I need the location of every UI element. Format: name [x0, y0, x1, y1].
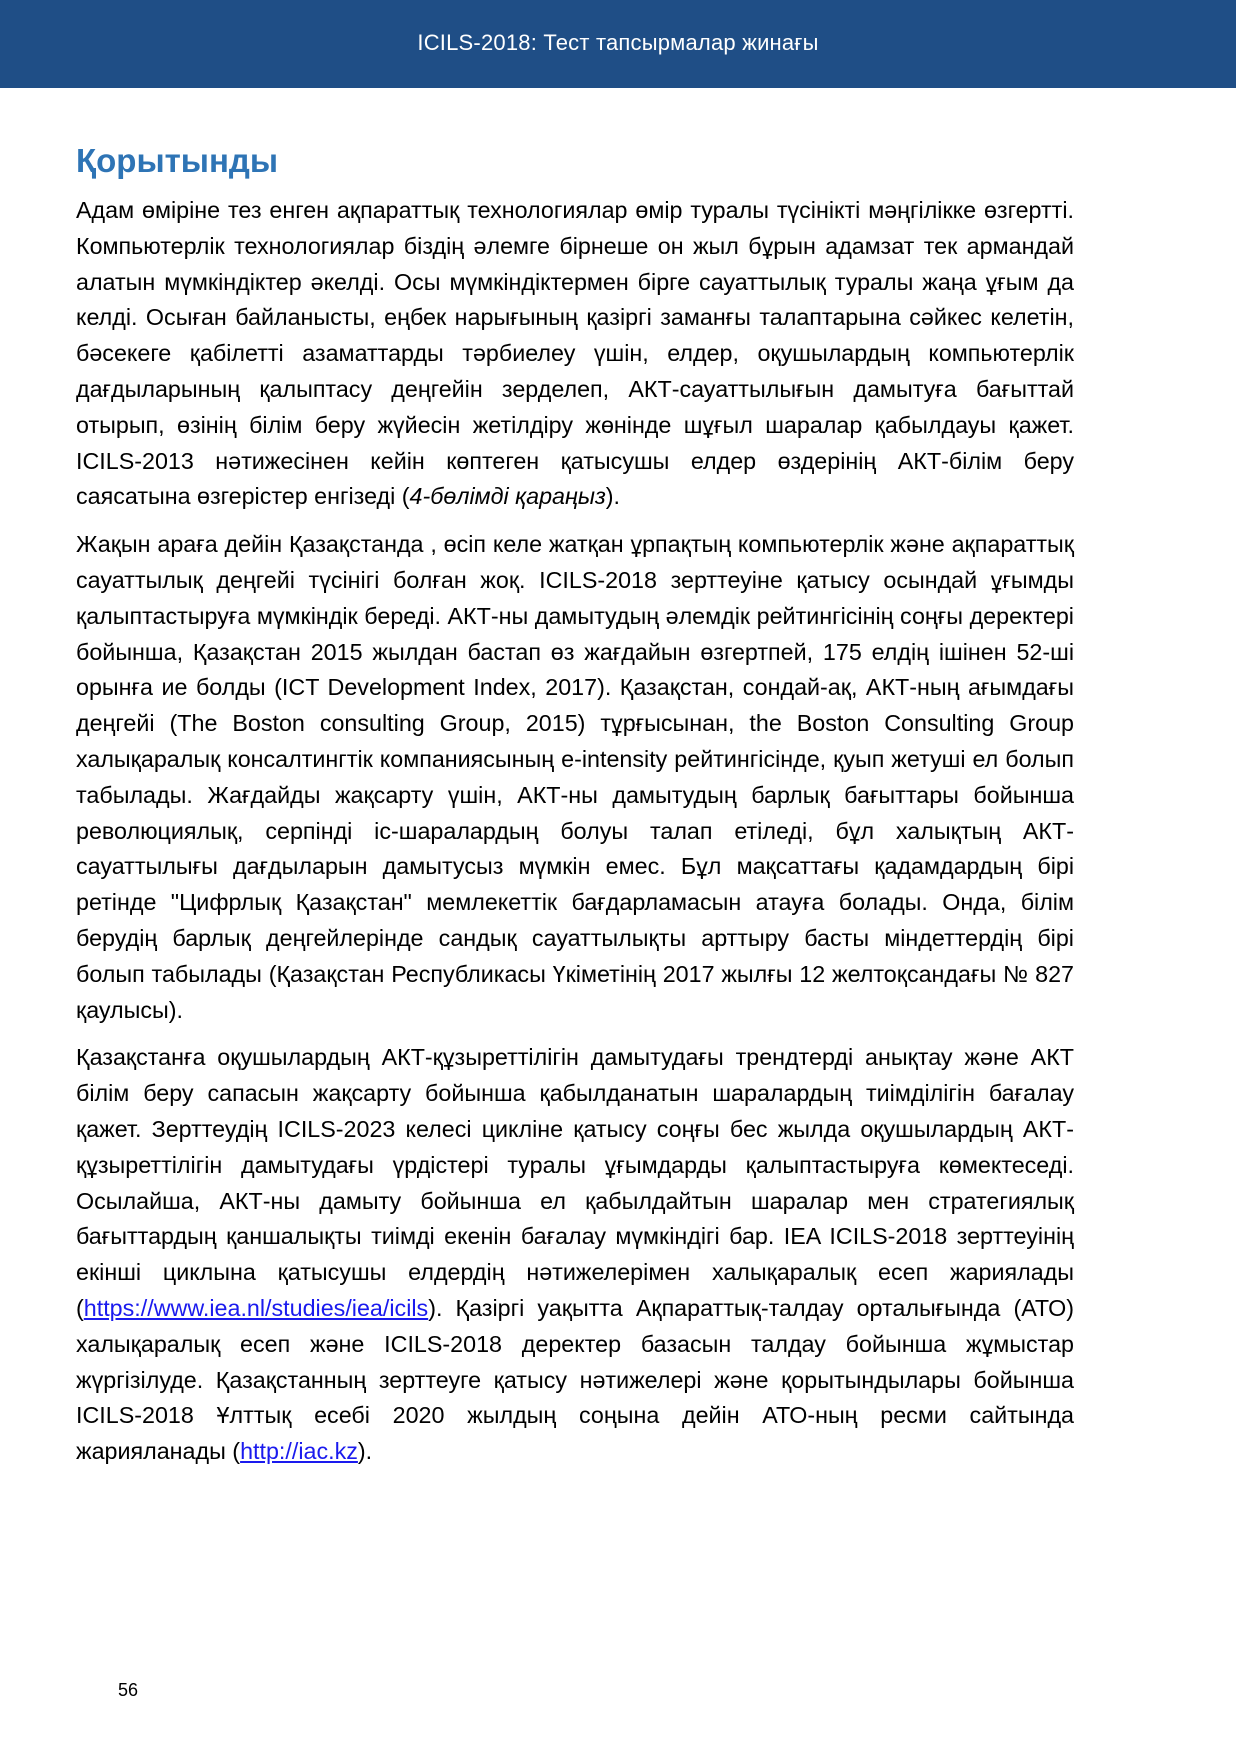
- page-number: 56: [118, 1680, 139, 1700]
- paragraph-3: [76, 1040, 1074, 1470]
- paragraph-3-text: Қазақстанға оқушылардың АКТ-құзыреттілігін дамытудағы трендтерді анықтау және АКТ білім беру сапасын жақсарту бойынша қабылданатын шаралардың тиімділігін бағалау қажет. Зерттеудің ICILS-2023 келесі цикліне қатысу соңғы бес жылда оқушылардың АКТ-құзыреттілігін дамытудағы үрдістері туралы ұғымдарды қалыптастыруға көмектеседі. Осылайша, АКТ-ны дамыту бойынша ел қабылдайтын шаралар мен стратегиялық бағыттардың қаншалықты тиімді екенін бағалау мүмкіндігі бар. IEA ICILS-2018 зерттеуінің екінші циклына қатысушы елдердің нәтижелерімен халықаралық есеп жариялады (: [76, 1044, 1074, 1321]
- section-reference: 4-бөлімді қараңыз: [409, 483, 606, 510]
- iac-link[interactable]: http://iac.kz: [240, 1438, 358, 1465]
- section-title: Қорытынды: [76, 142, 279, 179]
- paragraph-3-middle: ). Қазіргі уақытта Ақпараттық-талдау орталығында (АТО) халықаралық есеп және ICILS-2018 деректер базасын талдау бойынша жұмыстар жүргізілуде. Қазақстанның зерттеуге қатысу нәтижелері және қорытындылары бойынша ICILS-2018 Ұлттық есебі 2020 жылдың соңына дейін АТО-ның ресми сайтында жарияланады (: [76, 1294, 1074, 1465]
- paragraph-2: Жақын араға дейін Қазақстанда , өсіп келе жатқан ұрпақтың компьютерлік және ақпараттық сауаттылық деңгейі түсінігі болған жоқ. ICILS-2018 зерттеуіне қатысу осындай ұғымды қалыптастыруға мүмкіндік береді. АКТ-ны дамытудың әлемдік рейтингісінің соңғы деректері бойынша, Қазақстан 2015 жылдан бастап өз жағдайын өзгертпей, 175 елдің ішінен 52-ші орынға ие болды (ICT Development Index, 2017). Қазақстан, сондай-ақ, АКТ-ның ағымдағы деңгейі (The Boston consulting Group, 2015) тұрғысынан, the Boston Consulting Group халықаралық консалтингтік компаниясының e-intensity рейтингісінде, қуып жетуші ел болып табылады. Жағдайды жақсарту үшін, АКТ-ны дамытудың барлық бағыттары бойынша революциялық, серпінді іс-шаралардың болуы талап етіледі, бұл халықтың АКТ-сауаттылығы дағдыларын дамытусыз мүмкін емес. Бұл мақсаттағы қадамдардың бірі ретінде "Цифрлық Қазақстан" мемлекеттік бағдарламасын атауға болады. Онда, білім берудің барлық деңгейлерінде сандық сауаттылықты арттыру басты міндеттердің бірі болып табылады (Қазақстан Республикасы Үкіметінің 2017 жылғы 12 желтоқсандағы № 827 қаулысы).: [76, 531, 1074, 1023]
- iea-icils-link[interactable]: https://www.iea.nl/studies/iea/icils: [83, 1294, 429, 1321]
- header-title: ICILS-2018: Тест тапсырмалар жинағы: [417, 30, 819, 55]
- paragraph-3-end: ).: [357, 1438, 373, 1465]
- paragraph-1: [76, 193, 1074, 515]
- main-content: [76, 141, 1074, 1482]
- paragraph-1-end: ).: [605, 483, 621, 510]
- paragraph-1-text: Адам өміріне тез енген ақпараттық технологиялар өмір туралы түсінікті мәңгілікке өзгертті. Компьютерлік технологиялар біздің әлемге бірнеше он жыл бұрын адамзат тек армандай алатын мүмкіндіктер әкелді. Осы мүмкіндіктермен бірге сауаттылық туралы жаңа ұғым да келді. Осыған байланысты, еңбек нарығының қазіргі заманғы талаптарына сәйкес келетін, бәсекеге қабілетті азаматтарды тәрбиелеу үшін, елдер, оқушылардың компьютерлік дағдыларының қалыптасу деңгейін зерделеп, АКТ-сауаттылығын дамытуға бағыттай отырып, өзінің білім беру жүйесін жетілдіру жөнінде шұғыл шаралар қабылдауы қажет. ICILS-2013 нәтижесінен кейін көптеген қатысушы елдер өздерінің АКТ-білім беру саясатына өзгерістер енгізеді (: [76, 197, 1074, 510]
